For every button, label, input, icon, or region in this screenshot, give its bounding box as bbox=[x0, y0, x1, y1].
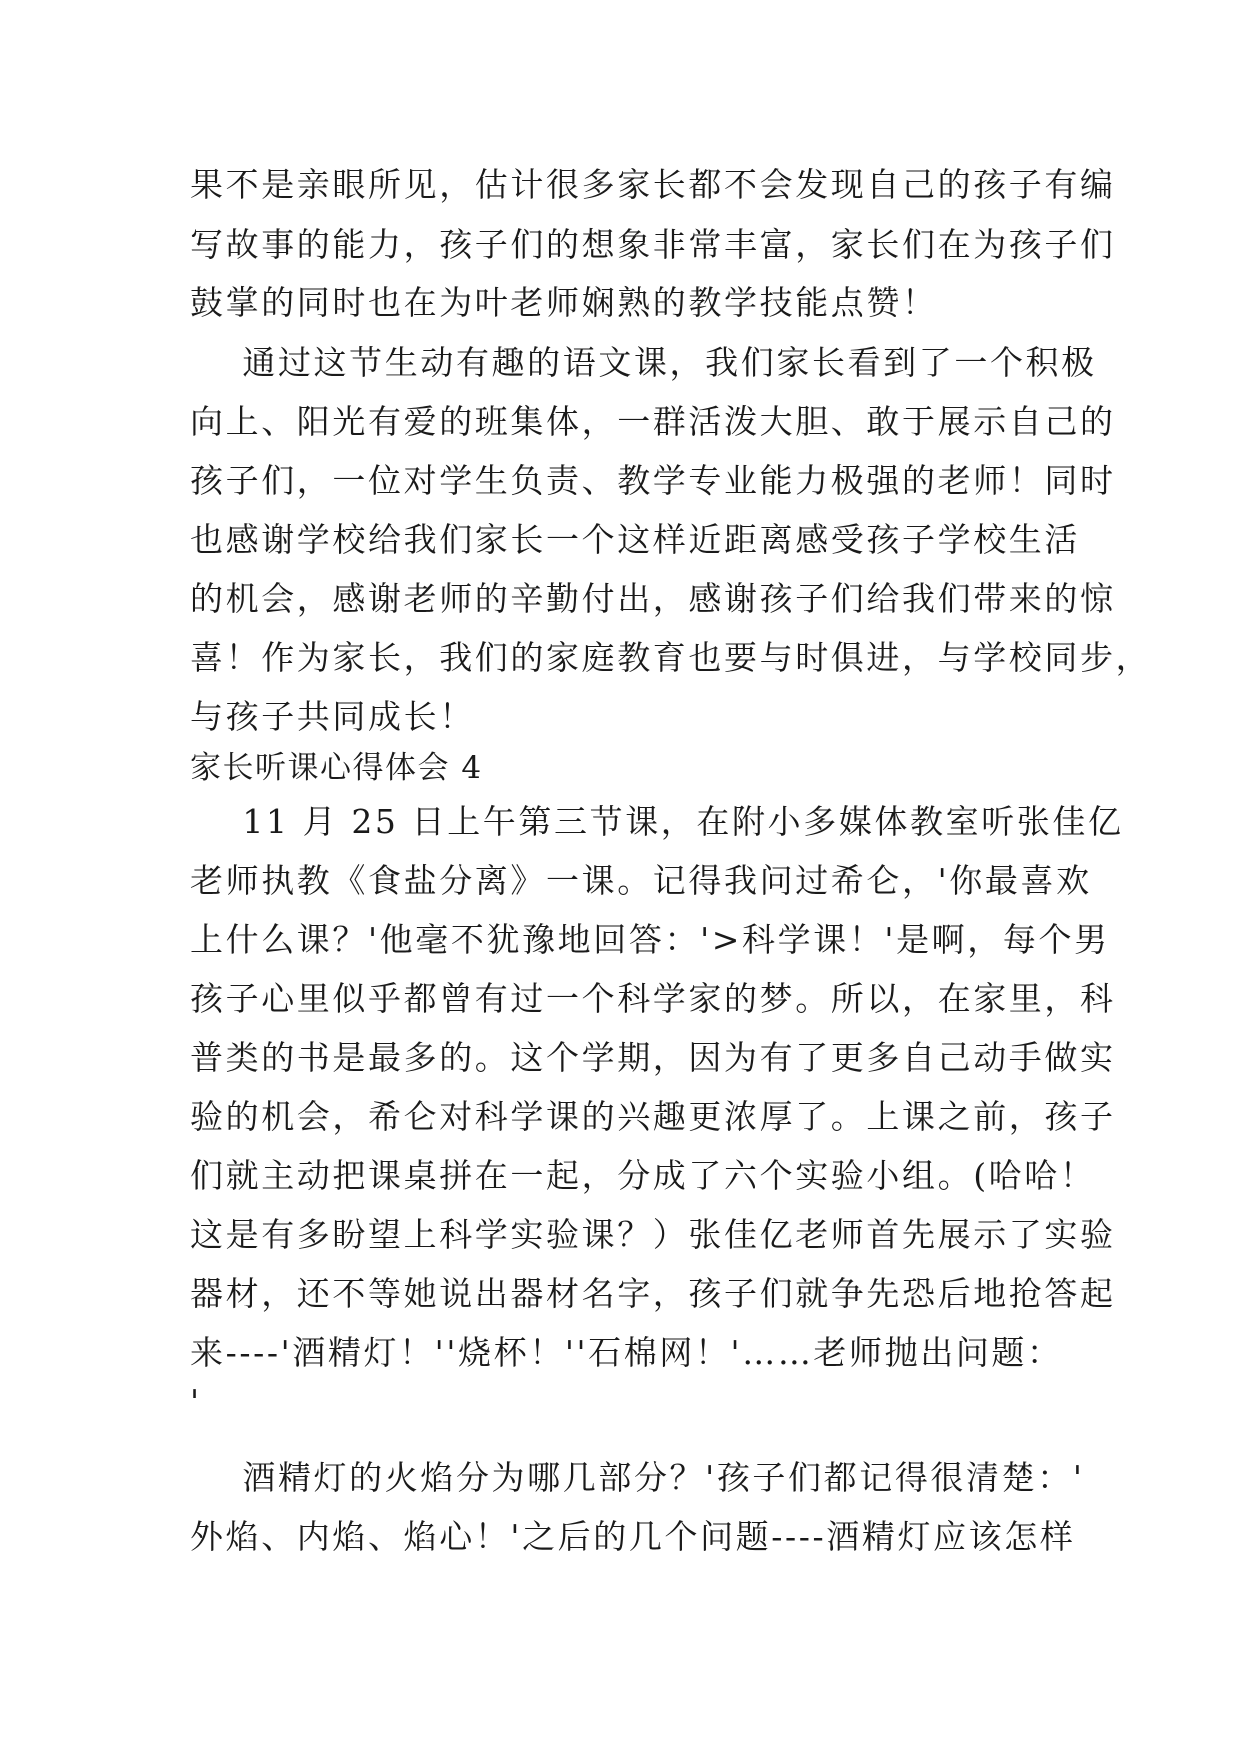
text-line: ' bbox=[190, 1382, 202, 1421]
section-heading: 家长听课心得体会 4 bbox=[190, 750, 483, 786]
text-line: 酒精灯的火焰分为哪几部分？'孩子们都记得很清楚：' bbox=[190, 1458, 1085, 1497]
text-line: 11 月 25 日上午第三节课，在附小多媒体教室听张佳亿 bbox=[190, 802, 1124, 841]
text-line: 老师执教《食盐分离》一课。记得我问过希仑，'你最喜欢 bbox=[190, 861, 1092, 900]
text-line: 上什么课？'他毫不犹豫地回答：'>科学课！'是啊，每个男 bbox=[190, 920, 1110, 959]
text-line: 们就主动把课桌拼在一起，分成了六个实验小组。(哈哈！ bbox=[190, 1156, 1096, 1195]
text-line: 也感谢学校给我们家长一个这样近距离感受孩子学校生活 bbox=[190, 520, 1080, 559]
text-line: 向上、阳光有爱的班集体，一群活泼大胆、敢于展示自己的 bbox=[190, 402, 1116, 441]
text-line: 孩子心里似乎都曾有过一个科学家的梦。所以，在家里，科 bbox=[190, 979, 1116, 1018]
text-line: 验的机会，希仑对科学课的兴趣更浓厚了。上课之前，孩子 bbox=[190, 1097, 1116, 1136]
text-line: 外焰、内焰、焰心！'之后的几个问题----酒精灯应该怎样 bbox=[190, 1517, 1076, 1556]
text-line: 器材，还不等她说出器材名字，孩子们就争先恐后地抢答起 bbox=[190, 1274, 1116, 1313]
text-line: 喜！作为家长，我们的家庭教育也要与时俱进，与学校同步， bbox=[190, 638, 1152, 677]
text-line: 通过这节生动有趣的语文课，我们家长看到了一个积极 bbox=[190, 343, 1097, 382]
text-line: 与孩子共同成长！ bbox=[190, 697, 475, 736]
text-line: 孩子们，一位对学生负责、教学专业能力极强的老师！同时 bbox=[190, 461, 1116, 500]
text-line: 写故事的能力，孩子们的想象非常丰富，家长们在为孩子们 bbox=[190, 225, 1116, 264]
text-line: 的机会，感谢老师的辛勤付出，感谢孩子们给我们带来的惊 bbox=[190, 579, 1116, 618]
text-line: 这是有多盼望上科学实验课？）张佳亿老师首先展示了实验 bbox=[190, 1215, 1116, 1254]
text-line: 鼓掌的同时也在为叶老师娴熟的教学技能点赞！ bbox=[190, 283, 938, 322]
text-line: 果不是亲眼所见，估计很多家长都不会发现自己的孩子有编 bbox=[190, 165, 1116, 204]
text-line: 普类的书是最多的。这个学期，因为有了更多自己动手做实 bbox=[190, 1038, 1116, 1077]
text-line: 来----'酒精灯！''烧杯！''石棉网！'……老师抛出问题： bbox=[190, 1333, 1063, 1372]
